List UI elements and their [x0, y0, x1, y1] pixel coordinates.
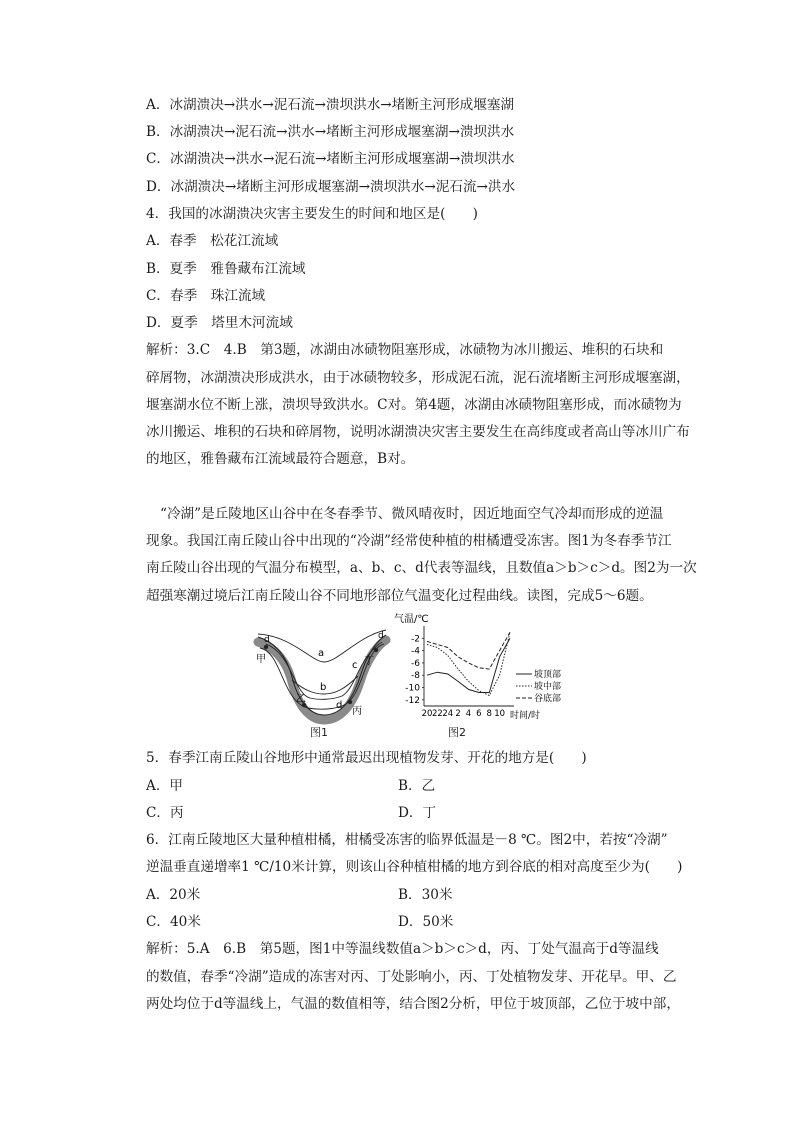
q5-option-c: C．丙 — [146, 805, 184, 821]
q4-stem: 4．我国的冰湖溃决灾害主要发生的时间和地区是( ) — [146, 206, 478, 222]
q4-option-b: B．夏季 雅鲁藏布江流域 — [146, 261, 306, 277]
chart-ylabel: 气温/℃ — [394, 614, 429, 625]
analysis-2-line: 解析：5.A 6.B 第5题，图1中等温线数值a＞b＞c＞d，丙、丁处气温高于d等温线 — [146, 941, 659, 957]
figure-2-temperature-chart — [388, 610, 608, 722]
legend-slope-top: 坡顶部 — [534, 670, 562, 680]
q6-option-c: C．40米 — [146, 914, 201, 930]
intro-line: 南丘陵山谷出现的气温分布模型，a、b、c、d代表等温线，且数值a＞b＞c＞d。图2为一次 — [146, 560, 697, 576]
q6-stem-cont: 逆温垂直递增率1 ℃/10米计算，则该山谷种植柑橘的地方到谷底的相对高度至少为( ) — [146, 859, 683, 875]
q3-option-d: D．冰湖溃决→堵断主河形成堰塞湖→溃坝洪水→泥石流→洪水 — [146, 179, 516, 195]
chart-xlabel: 时间/时 — [510, 711, 541, 721]
y-tick-label: -10 — [405, 683, 420, 694]
x-tick-label: 2 — [455, 709, 461, 719]
q3-option-b: B．冰湖溃决→泥石流→洪水→堵断主河形成堰塞湖→溃坝洪水 — [146, 124, 515, 140]
label-d: d — [336, 700, 343, 711]
q5-option-a: A．甲 — [146, 778, 184, 794]
analysis-2-line: 两处均位于d等温线上，气温的数值相等，结合图2分析，甲位于坡顶部，乙位于坡中部， — [146, 996, 680, 1012]
label-jia: 甲 — [256, 654, 266, 665]
point-bing — [348, 700, 352, 704]
label-bing: 丙 — [352, 706, 362, 717]
label-yi: 乙 — [296, 694, 306, 705]
y-tick-label: -4 — [411, 646, 420, 657]
series-line-slope-top — [427, 638, 510, 692]
label-ding: 丁 — [364, 656, 374, 667]
intro-line: “冷湖”是丘陵地区山谷中在冬春季节、微风晴夜时，因近地面空气冷却而形成的逆温 — [160, 506, 664, 522]
q6-option-b: B．30米 — [398, 887, 453, 903]
intro-line: 超强寒潮过境后江南丘陵山谷不同地形部位气温变化过程曲线。读图，完成5～6题。 — [146, 588, 653, 604]
figure-2-caption: 图2 — [448, 726, 466, 739]
x-tick-label: 8 — [486, 709, 492, 719]
q6-stem: 6．江南丘陵地区大量种植柑橘，柑橘受冻害的临界低温是－8 ℃。图2中，若按“冷湖” — [146, 832, 668, 848]
analysis-1-line: 堰塞湖水位不断上涨，溃坝导致洪水。C对。第4题，冰湖由冰碛物阻塞形成，而冰碛物为 — [146, 397, 682, 413]
label-c: c — [352, 660, 358, 671]
legend-valley-bottom: 谷底部 — [534, 694, 562, 704]
q5-stem: 5．春季江南丘陵山谷地形中通常最迟出现植物发芽、开花的地方是( ) — [146, 750, 587, 766]
analysis-1-line: 解析：3.C 4.B 第3题，冰湖由冰碛物阻塞形成，冰碛物为冰川搬运、堆积的石块和 — [146, 342, 664, 358]
y-tick-label: -8 — [411, 671, 420, 682]
y-tick-label: -12 — [405, 695, 420, 706]
label-d-right: d — [378, 631, 384, 641]
x-tick-label: 10 — [494, 709, 506, 719]
analysis-2-line: 的数值，春季“冷湖”造成的冻害对丙、丁处影响小，丙、丁处植物发芽、开花早。甲、乙 — [146, 969, 677, 985]
q3-option-c: C．冰湖溃决→洪水→泥石流→堵断主河形成堰塞湖→溃坝洪水 — [146, 151, 515, 167]
q5-option-b: B．乙 — [398, 778, 436, 794]
point-jia — [264, 645, 268, 649]
x-tick-label: 24 — [442, 709, 454, 719]
y-tick-label: -6 — [411, 658, 420, 669]
analysis-1-line: 碎屑物，冰湖溃决形成洪水，由于冰碛物较多，形成泥石流，泥石流堵断主河形成堰塞湖， — [146, 370, 690, 386]
q4-option-a: A．春季 松花江流域 — [146, 233, 279, 249]
y-tick-label: -2 — [411, 634, 420, 645]
intro-line: 现象。我国江南丘陵山谷中出现的“冷湖”经常使种植的柑橘遭受冻害。图1为冬春季节江 — [146, 533, 672, 549]
q5-option-d: D．丁 — [398, 805, 437, 821]
legend-slope-middle: 坡中部 — [534, 682, 562, 692]
x-tick-label: 20 — [421, 709, 433, 719]
q6-option-d: D．50米 — [398, 914, 454, 930]
x-tick-label: 6 — [476, 709, 482, 719]
q3-option-a: A．冰湖溃决→洪水→泥石流→溃坝洪水→堵断主河形成堰塞湖 — [146, 97, 515, 113]
label-a: a — [318, 648, 325, 659]
analysis-1-line: 冰川搬运、堆积的石块和碎屑物，说明冰湖溃决灾害主要发生在高纬度或者高山等冰川广布 — [146, 424, 690, 440]
label-d-left: d — [264, 635, 270, 645]
label-b: b — [320, 682, 327, 693]
x-tick-label: 22 — [431, 709, 443, 719]
q4-option-c: C．春季 珠江流域 — [146, 288, 266, 304]
q6-option-a: A．20米 — [146, 887, 201, 903]
figure-1-caption: 图1 — [310, 726, 328, 739]
x-tick-label: 4 — [465, 709, 472, 719]
point-ding — [374, 648, 378, 652]
analysis-1-line: 的地区，雅鲁藏布江流域最符合题意，B对。 — [146, 451, 415, 467]
q4-option-d: D．夏季 塔里木河流域 — [146, 315, 293, 331]
